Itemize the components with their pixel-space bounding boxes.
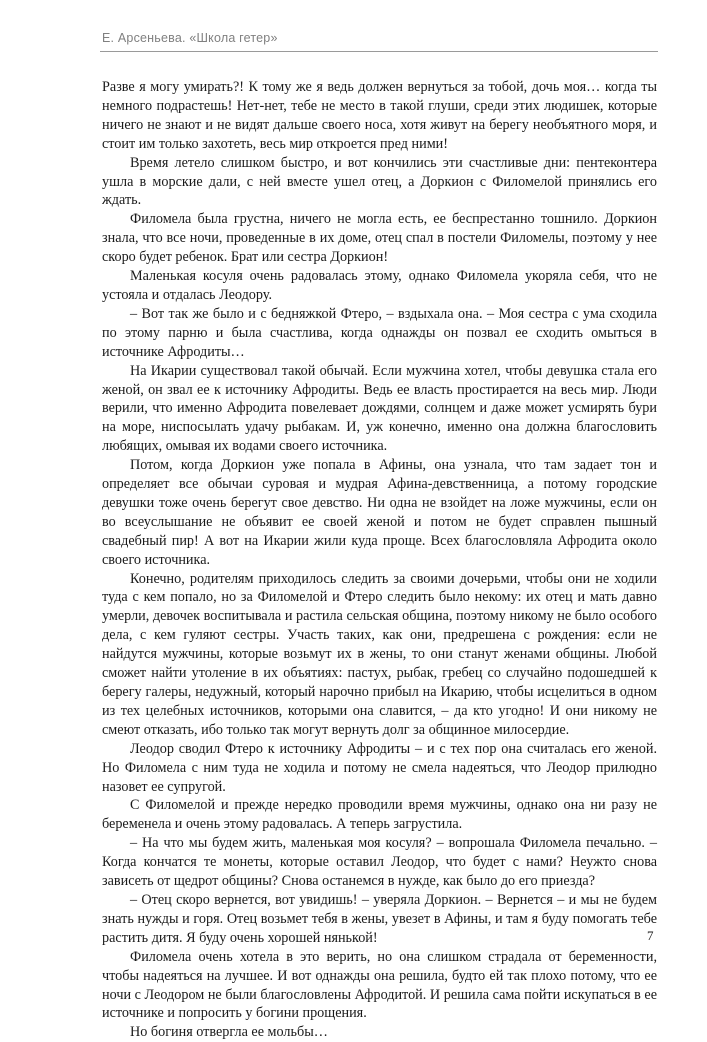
paragraph: Филомела была грустна, ничего не могла есть, ее беспрестанно тошнило. Доркион знала, что все ночи, проведенные в их доме, отец спал в постели Филомелы, поэтому у нее скоро будет ребенок. Брат или сестра Доркион! [102, 211, 657, 266]
header-divider [100, 51, 658, 52]
running-header: Е. Арсеньева. «Школа гетер» [102, 31, 278, 45]
paragraph: Филомела очень хотела в это верить, но она слишком страдала от беременности, чтобы надеяться на лучшее. И вот однажды она решила, будто ей так плохо потому, что ее ночи с Леодором не были благословлены Афродитой. И решила сама пойти искупаться в ее источнике и попросить у богини прощения. [102, 948, 657, 1022]
paragraph: На Икарии существовал такой обычай. Если мужчина хотел, чтобы девушка стала его женой, он звал ее к источнику Афродиты. Ведь ее власть простирается на весь мир. Люди верили, что именно Афродита повелевает дождями, солнцем и даже может усмирять бури на море, ниспосылать удачу рыбакам. И, уж конечно, именно она должна благословить любящих, омывая их водами своего источника. [102, 362, 657, 455]
paragraph: – На что мы будем жить, маленькая моя косуля? – вопрошала Филомела печально. – Когда кончатся те монеты, которые оставил Леодор, что будет с нами? Неужто снова зависеть от щедрот общины? Снова останемся в нужде, как было до его приезда? [102, 835, 657, 890]
paragraph: Потом, когда Доркион уже попала в Афины, она узнала, что там задает тон и определяет все обычаи суровая и мудрая Афина-девственница, а потому городские девушки тоже очень берегут свое девство. Ни одна не взойдет на ложе мужчины, если он во всеуслышание не объявит ее своей женой и потом не будет справлен пышный свадебный пир! А вот на Икарии жили куда проще. Всех благословляла Афродита около своего источника. [102, 457, 657, 568]
paragraph: Леодор сводил Фтеро к источнику Афродиты – и с тех пор она считалась его женой. Но Филомела с ним туда не ходила и потому не смела надеяться, что Леодор прилюдно назовет ее супругой. [102, 740, 657, 795]
page-number: 7 [647, 928, 654, 943]
paragraph: – Вот так же было и с бедняжкой Фтеро, – вздыхала она. – Моя сестра с ума сходила по этому парню и была счастлива, когда однажды он позвал ее сходить омыться в источнике Афродиты… [102, 305, 657, 360]
paragraph: – Отец скоро вернется, вот увидишь! – уверяла Доркион. – Вернется – и мы не будем знать нужды и горя. Отец возьмет тебя в жены, увезет в Афины, и там я буду помогать тебе растить дитя. Я буду очень хорошей нянькой! [102, 891, 657, 946]
paragraph: Время летело слишком быстро, и вот кончились эти счастливые дни: пентеконтера ушла в морские дали, с ней вместе ушел отец, а Доркион с Филомелой принялись его ждать. [102, 154, 657, 209]
paragraph: Разве я могу умирать?! К тому же я ведь должен вернуться за тобой, дочь моя… когда ты немного подрастешь! Нет-нет, тебе не место в такой глуши, среди этих людишек, которые ничего не знают и не видят дальше своего носа, хотя живут на берегу необъятного моря, и стоит им только захотеть, весь мир откроется пред ними! [102, 79, 657, 152]
paragraph: Конечно, родителям приходилось следить за своими дочерьми, чтобы они не ходили туда с кем попало, но за Филомелой и Фтеро следить было некому: их отец и мать давно умерли, девочек воспитывала и растила сельская община, поэтому никому не было особого дела, с кем гуляют сестры. Участь таких, как они, предрешена с рождения: если не найдутся мужчины, которые возьмут их в жены, то они станут женами общины. Любой сможет найти утоление в их объятиях: пастух, рыбак, гребец со случайно подошедшей к берегу галеры, недужный, который нарочно прибыл на Икарию, чтобы исцелиться в одном из тех целебных источников, которыми она славится, – да кто угодно! И они никому не смеют отказать, ибо только так могут вернуть долг за общинное милосердие. [102, 570, 657, 738]
body-text [102, 78, 657, 1042]
paragraph: Маленькая косуля очень радовалась этому, однако Филомела укоряла себя, что не устояла и отдалась Леодору. [102, 268, 657, 303]
paragraph: С Филомелой и прежде нередко проводили время мужчины, однако она ни разу не беременела и очень этому радовалась. А теперь загрустила. [102, 797, 657, 833]
paragraph: Но богиня отвергла ее мольбы… [130, 1024, 328, 1041]
